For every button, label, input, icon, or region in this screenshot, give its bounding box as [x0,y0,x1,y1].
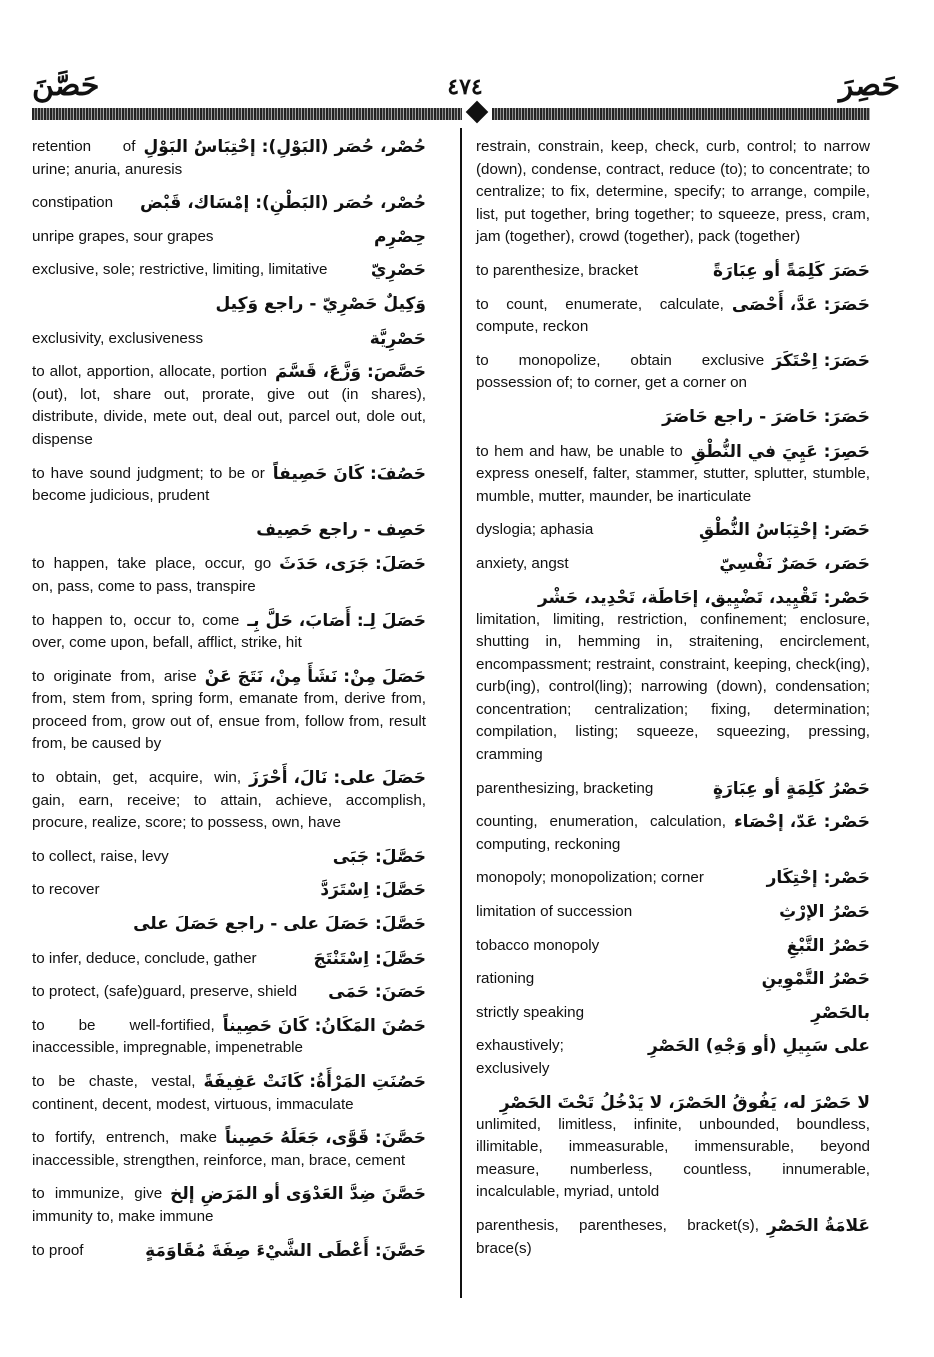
entry-definition-english: exclusivity, exclusiveness [32,329,204,347]
entry-headword-arabic: لا حَصْرَ له، يَفُوقُ الحَصْرَ، لا يَدْخُلُ تَحْتَ الحَصْرِ [499,1092,870,1113]
dictionary-entry [32,846,426,869]
entry-definition-english: constipation [32,194,114,212]
entry-headword-arabic: حَصْر: إحْتِكَار [766,868,870,889]
entry-definition-english: parenthesizing, bracketing [476,779,654,797]
entry-headword-arabic: حَصْرِيَّة [369,328,426,349]
entry-definition-english: to happen, take place, occur, go on, pass, come to pass, transpire [32,555,272,595]
dictionary-entry [32,1183,426,1228]
dictionary-entry [32,913,426,937]
entry-definition-english: monopoly; monopolization; corner [476,869,704,887]
dictionary-entry [32,553,426,598]
entry-definition-english: tobacco monopoly [476,936,600,954]
entry-definition-english: limitation, limiting, restriction, confinement; enclosure, shutting in, hemming in, straitening, encirclement, encompassment; restraint, constraint, keeping, check(ing), curb(ing), control(ling); narrowing (down), condensation; concentration; centralization; fixing, determination; compilation, listing; squeeze, squeezing, pressing, cramming [476,610,870,764]
dictionary-entry [32,1015,426,1060]
entry-definition-english: exclusive, sole; restrictive, limiting, limitative [32,261,328,279]
dictionary-entry [32,259,426,282]
dictionary-entry [476,1215,870,1260]
entry-definition-english: limitation of succession [476,903,633,921]
dictionary-entry [32,328,426,351]
entry-headword-arabic: حَصَلَ على: نَالَ، أَحْرَزَ [249,768,426,789]
entry-definition-english: to hem and haw, be unable to express oneself, falter, stammer, stutter, splutter, stumble, mumble, mutter, maunder, be inarticulate [476,442,870,505]
entry-definition-english: to have sound judgment; to be or become judicious, prudent [32,464,265,505]
dictionary-entry [32,136,426,181]
entry-headword-arabic: حَصَر: إحْتِبَاسُ النُّطْقِ [698,520,870,541]
entry-headword-arabic: حَصَّنَ: قَوَّى، جَعَلَهُ حَصِيناً [224,1128,426,1149]
entry-definition-english: to count, enumerate, calculate, compute, reckon [476,295,724,336]
dictionary-entry [476,294,870,339]
dictionary-entry [32,519,426,543]
entry-headword-arabic: حُصْر، حُصَر (البَطْنِ): إمْسَاك، قَبْض [140,193,426,214]
entry-headword-arabic: حَصَر، حَصَرٌ نَفْسِيّ [719,553,870,574]
header-rule-left [32,108,462,120]
entry-definition-english: strictly speaking [476,1003,585,1021]
entry-headword-arabic: حَصْرِيّ [370,260,426,281]
entry-definition-english: to infer, deduce, conclude, gather [32,949,257,967]
dictionary-entry [476,519,870,542]
entry-headword-arabic: حُصْر، حُصَر (البَوْلِ): إحْتِبَاسُ البَوْلِ [143,137,426,157]
dictionary-entry [476,553,870,576]
entry-headword-arabic: حَصَنَ: حَمَى [328,982,426,1003]
entry-definition-english: rationing [476,970,535,988]
entry-definition-english: unlimited, limitless, infinite, unbounded, boundless, illimitable, immeasurable, immensurable, beyond measure, numberless, countless, innumerable, incalculable, myriad, untold [476,1115,870,1201]
entry-headword-arabic: حَصِرَ: عَيِيَ في النُّطْقِ [690,441,870,462]
dictionary-entry [32,610,426,655]
entry-headword-arabic: حَصْرُ الإرْثِ [779,902,870,923]
entry-definition-english: to immunize, give immunity to, make immune [32,1185,214,1225]
entry-headword-arabic: حَصْر: عَدّ، إحْصَاء [733,812,870,833]
entry-headword-arabic: حَصْر: تَقْيِيد، تَضْيِيق، إحَاطَة، تَحْدِيد، حَشْر [537,587,870,608]
entry-definition-english: to be chaste, vestal, continent, decent, modest, virtuous, immaculate [32,1073,354,1113]
dictionary-entry [476,901,870,924]
entry-definition-english: to collect, raise, levy [32,847,169,865]
entry-headword-arabic: حَصَّنَ ضِدَّ العَدْوَى أو المَرَضِ إلخ [170,1184,426,1205]
entry-headword-arabic: حَصَّلَ: حَصَلَ على - راجع حَصَلَ على [133,914,426,935]
entry-definition-english: to originate from, arise from, stem from, spring form, emanate from, derive from, proceed from, grow out of, ensue from, follow from, result from, be caused by [32,667,426,753]
dictionary-entry [32,361,426,451]
entry-definition-english: unripe grapes, sour grapes [32,227,214,245]
entry-definition-english: counting, enumeration, calculation, computing, reckoning [476,813,726,853]
dictionary-entry [32,981,426,1004]
entry-definition-english: to recover [32,881,100,899]
header-diamond-ornament [466,101,489,124]
dictionary-entry [32,948,426,971]
dictionary-entry [476,1092,870,1204]
column-divider [460,128,462,1298]
dictionary-entry [32,1240,426,1263]
entry-definition-english: to fortify, entrench, make inaccessible, strengthen, reinforce, man, brace, cement [32,1129,406,1169]
dictionary-entry [476,968,870,991]
entry-definition-english: to allot, apportion, allocate, portion (out), lot, share out, prorate, give out (in shares), distribute, divide, mete out, deal out, parcel out, dole out, dispense [32,363,426,448]
entry-headword-arabic: حَصَرَ: اِحْتَكَرَ [772,350,870,371]
dictionary-entry [32,463,426,508]
dictionary-entry [476,1035,870,1080]
entry-headword-arabic: حَصَرَ: عَدَّ، أَحْصَى [731,294,870,315]
entry-definition-english: anxiety, angst [476,554,569,572]
dictionary-entry [32,293,426,317]
entry-headword-arabic: حَصْرُ التَّبْغِ [786,935,870,956]
entry-headword-arabic: حَصَلَ مِنْ: نَشَأَ مِنْ، نَتَجَ عَنْ [204,666,426,687]
dictionary-entry [476,867,870,890]
entry-definition-english: to happen to, occur to, come over, come upon, befall, afflict, strike, hit [32,611,302,652]
entry-headword-arabic: حَصَرَ: حَاصَرَ - راجع حَاصَرَ [662,406,870,427]
entry-definition-english: to protect, (safe)guard, preserve, shield [32,983,298,1001]
entry-definition-english: dyslogia; aphasia [476,521,594,539]
entry-headword-arabic: على سَبِيلِ (أو وَجْهِ) الحَصْرِ [647,1036,870,1057]
dictionary-entry [476,935,870,958]
entry-definition-english: to obtain, get, acquire, win, gain, earn, receive; to attain, achieve, accomplish, procure, realize, score; to possess, own, have [32,769,426,832]
dictionary-entry [476,1002,870,1025]
entry-headword-arabic: عَلامَةُ الحَصْرِ [766,1215,870,1236]
entry-headword-arabic: حَصْرُ كَلِمَةٍ أو عِبَارَةٍ [712,778,870,799]
dictionary-entry [32,192,426,215]
entry-headword-arabic: حَصَرَ كَلِمَةً أو عِبَارَةً [712,260,870,281]
entry-headword-arabic: حَصْرُ التَّمْوِينِ [761,969,870,990]
dictionary-entry [32,767,426,835]
dictionary-entry [476,406,870,430]
page-number: ٤٧٤ [447,74,483,100]
dictionary-entry [476,350,870,395]
entry-headword-arabic: وَكِيلٌ حَصْرِيّ - راجع وَكِيل [215,293,426,314]
entry-definition-english: retention of urine; anuria, anuresis [32,138,183,178]
entry-headword-arabic: بالحَصْرِ [811,1002,870,1023]
dictionary-entry [32,1071,426,1116]
entry-headword-arabic: حَصُنَتِ المَرْأَةُ: كَانَتْ عَفِيفَةً [203,1072,426,1092]
entry-headword-arabic: حَصَلَ: جَرَى، حَدَثَ [279,554,426,575]
entry-headword-arabic: حِصْرِم [373,226,426,247]
dictionary-entry [476,441,870,509]
dictionary-entry [32,879,426,902]
entry-definition-english: to parenthesize, bracket [476,261,639,279]
header-rule-right [492,108,870,120]
entry-headword-arabic: حَصَّلَ: اِسْتَرَدَّ [320,880,426,901]
entry-definition-english: restrain, constrain, keep, check, curb, control; to narrow (down), condense, contract, reduce (to); to concentrate; to centralize; to fix, determine, specify; to arrange, compile, list, put together, bring together; to squeeze, press, cram, jam (together), crowd (together), pack (together) [476,138,870,246]
entry-headword-arabic: حَصَّصَ: وَزَّعَ، قَسَّمَ [274,362,426,383]
entry-headword-arabic: حَصَلَ لِـ: أَصَابَ، حَلَّ بِـ [247,610,426,631]
dictionary-entry [476,811,870,856]
entry-definition-english: to monopolize, obtain exclusive possession of; to corner, get a corner on [476,351,765,392]
entry-headword-arabic: حَصِف - راجع حَصِيف [256,519,426,540]
entry-definition-english: exhaustively; exclusively [476,1037,564,1077]
entry-headword-arabic: حَصَّلَ: جَبَى [332,846,426,867]
header-guide-word-left: حَصَّنَ [32,68,100,103]
dictionary-entry [476,778,870,801]
entry-headword-arabic: حَصَّلَ: اِسْتَنْتَجَ [313,948,426,969]
dictionary-entry [476,136,870,249]
dictionary-entry [32,666,426,756]
right-column [476,136,870,1271]
left-column [32,136,426,1273]
dictionary-entry [32,226,426,249]
dictionary-entry [32,1127,426,1172]
dictionary-entry [476,587,870,767]
entry-headword-arabic: حَصُنَ المَكَانُ: كَانَ حَصِيناً [222,1015,426,1036]
entry-headword-arabic: حَصَّنَ: أَعْطَى الشَّيْءَ صِفَةَ مُقَاوَمَةٍ [145,1240,426,1261]
entry-definition-english: parenthesis, parentheses, bracket(s), brace(s) [476,1216,759,1257]
entry-definition-english: to be well-fortified, inaccessible, impregnable, impenetrable [32,1016,303,1057]
entry-definition-english: to proof [32,1241,84,1259]
dictionary-entry [476,260,870,283]
header-guide-word-right: حَصِرَ [838,68,900,103]
entry-headword-arabic: حَصُفَ: كَانَ حَصِيفاً [272,463,426,484]
